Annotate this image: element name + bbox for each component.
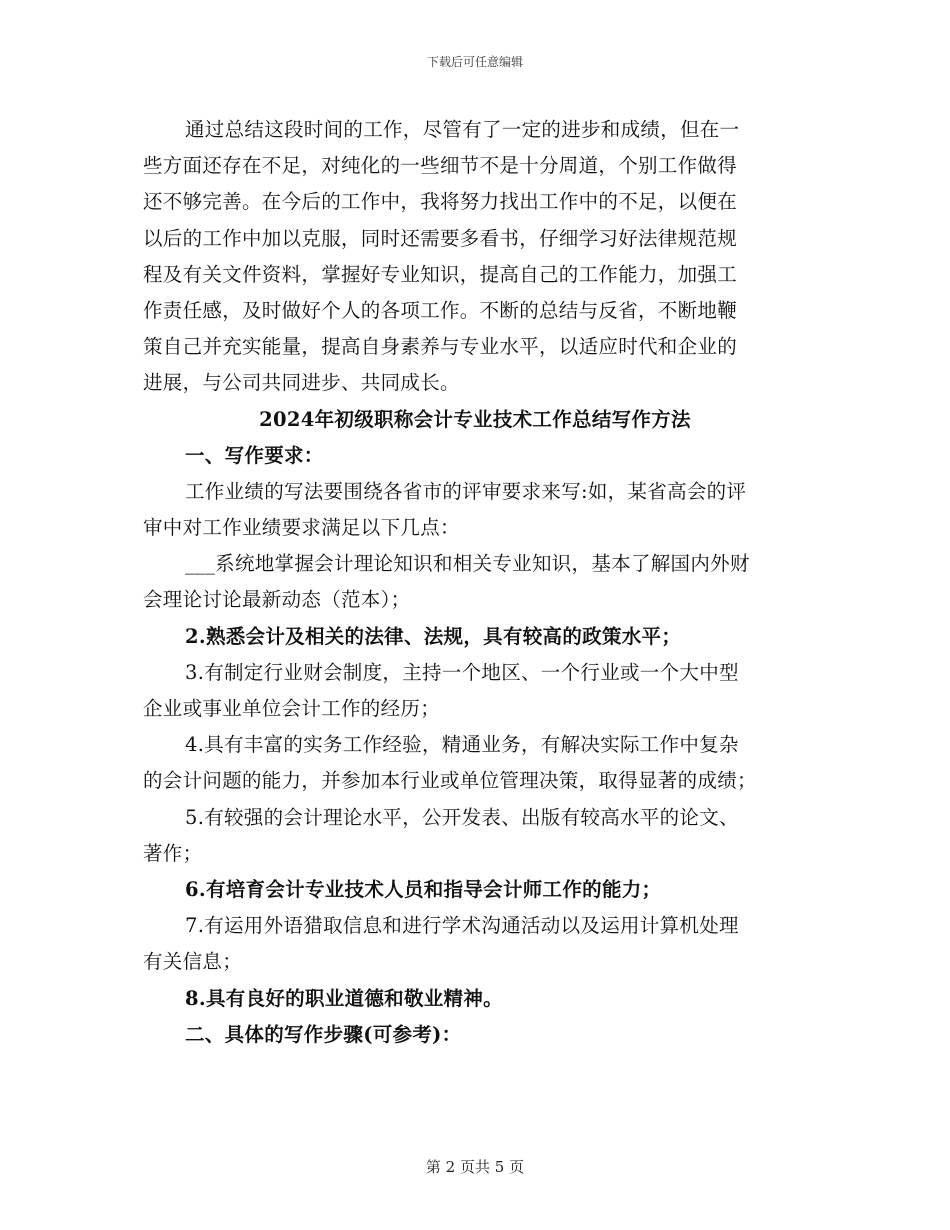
paragraph-line: 些方面还存在不足，对纯化的一些细节不是十分周道，个别工作做得	[143, 154, 738, 178]
list-item: 5.有较强的会计理论水平，公开发表、出版有较高水平的论文、	[185, 805, 739, 829]
list-item-continuation: 会理论讨论最新动态（范本）；	[143, 588, 411, 612]
paragraph-line: 还不够完善。在今后的工作中，我将努力找出工作中的不足，以便在	[143, 190, 738, 214]
list-item-continuation: 著作；	[143, 841, 203, 865]
paragraph-line: 程及有关文件资料，掌握好专业知识，提高自己的工作能力，加强工	[143, 262, 738, 286]
section-heading: 二、具体的写作步骤(可参考)：	[185, 1022, 462, 1046]
list-item: 7.有运用外语猎取信息和进行学术沟通活动以及运用计算机处理	[185, 914, 739, 938]
paragraph-line: 审中对工作业绩要求满足以下几点：	[143, 516, 460, 540]
list-item-continuation: 企业或事业单位会计工作的经历；	[143, 697, 441, 720]
paragraph-line: 进展，与公司共同进步、共同成长。	[143, 371, 460, 395]
paragraph-line: 通过总结这段时间的工作，尽管有了一定的进步和成绩，但在一	[185, 118, 740, 141]
list-item: 4.具有丰富的实务工作经验，精通业务，有解决实际工作中复杂	[185, 733, 739, 757]
paragraph-line: 作责任感，及时做好个人的各项工作。不断的总结与反省，不断地鞭	[143, 298, 738, 322]
section-heading: 一、写作要求：	[185, 443, 324, 467]
list-item: 6.有培育会计专业技术人员和指导会计师工作的能力；	[185, 877, 662, 901]
document-body	[143, 112, 807, 1053]
paragraph-line: 以后的工作中加以克服，同时还需要多看书，仔细学习好法律规范规	[143, 226, 738, 250]
list-item: 8.具有良好的职业道德和敬业精神。	[185, 986, 503, 1010]
paragraph-line: 工作业绩的写法要围绕各省市的评审要求来写:如，某省高会的评	[185, 479, 747, 503]
list-item-continuation: 的会计问题的能力，并参加本行业或单位管理决策，取得显著的成绩；	[143, 769, 757, 793]
list-item: 3.有制定行业财会制度，主持一个地区、一个行业或一个大中型	[185, 660, 739, 684]
list-item: 2.熟悉会计及相关的法律、法规，具有较高的政策水平；	[185, 624, 682, 648]
list-item: ___系统地掌握会计理论知识和相关专业知识，基本了解国内外财	[185, 552, 750, 576]
document-title: 2024年初级职称会计专业技术工作总结写作方法	[259, 407, 691, 431]
page-header: 下载后可任意编辑	[426, 55, 523, 69]
paragraph-line: 策自己并充实能量，提高自身素养与专业水平，以适应时代和企业的	[143, 335, 738, 359]
list-item-continuation: 有关信息；	[143, 950, 243, 974]
page-number: 第 2 页共 5 页	[425, 1158, 525, 1176]
